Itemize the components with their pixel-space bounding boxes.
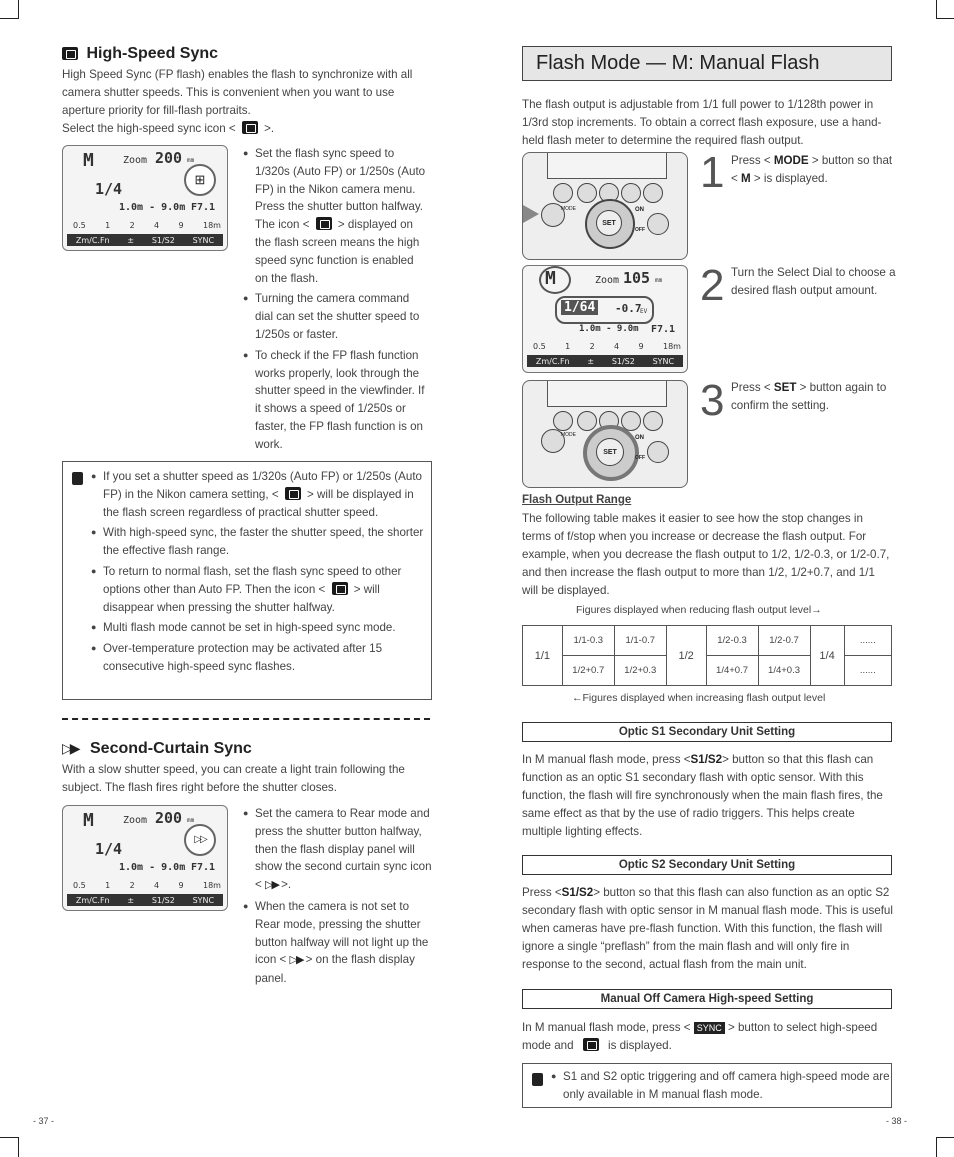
s2-text-part: Press < <box>522 886 562 899</box>
lcd-power: 1/4 <box>95 840 123 858</box>
step-text <box>731 264 899 300</box>
lcd-fnumber: F7.1 <box>191 202 216 213</box>
hss-bullet <box>243 145 429 287</box>
s1-text <box>522 751 896 841</box>
scs-indicator-icon <box>184 824 216 856</box>
lcd-scale <box>73 221 221 230</box>
bar-label: S1/S2 <box>611 356 635 366</box>
high-speed-sync-icon <box>62 47 78 60</box>
lcd-panel-scs <box>62 805 228 911</box>
s1-button-label: S1/S2 <box>690 753 723 766</box>
bar-label: S1/S2 <box>151 895 175 905</box>
bar-label: Zm/C.Fn <box>75 235 110 245</box>
hss-select-text: Select the high-speed sync icon < <box>62 122 239 135</box>
lcd-panel-hss <box>62 145 228 251</box>
power-switch <box>647 213 669 235</box>
lcd-zoom-value: 200 <box>155 809 183 827</box>
lcd-scale <box>73 881 221 890</box>
lcd-mode: M <box>83 150 94 171</box>
hss-intro <box>62 66 438 138</box>
off-label: OFF <box>635 227 645 233</box>
s2-title: Optic S2 Secondary Unit Setting <box>522 855 892 875</box>
lcd-zoom-unit: mm <box>187 157 195 164</box>
bullet-text: Turning the camera command dial can set the shutter speed to 1/250s or faster. <box>255 292 420 341</box>
range-title: Flash Output Range <box>522 494 632 506</box>
note-bullet <box>91 468 425 521</box>
button <box>643 411 663 431</box>
set-button: SET <box>596 210 622 236</box>
table-cell: 1/2+0.7 <box>562 656 614 686</box>
crop-mark <box>936 1137 954 1157</box>
table-cell: 1/1-0.7 <box>614 626 666 656</box>
bullet-text: With high-speed sync, the faster the shutter speed, the shorter the effective flash range. <box>103 526 424 558</box>
scale-tick: 0.5 <box>73 881 86 890</box>
step-number: 1 <box>700 148 725 197</box>
lcd-fnumber: F7.1 <box>191 862 216 873</box>
moc-note-box <box>522 1063 892 1108</box>
mode-label: MODE <box>561 206 576 212</box>
step-text <box>731 152 897 188</box>
hss-bullet <box>243 290 429 343</box>
step-text-part: Press < <box>731 154 774 167</box>
lcd-scale <box>533 342 681 351</box>
table-cell: ...... <box>844 656 891 686</box>
button <box>577 183 597 203</box>
lcd-zoom-value: 105 <box>623 269 651 287</box>
scale-tick: 2 <box>129 221 135 230</box>
second-curtain-sync-icon: ▷▶ <box>265 879 278 892</box>
scale-tick: 1 <box>105 221 111 230</box>
table-cell: 1/2-0.7 <box>758 626 810 656</box>
moc-text <box>522 1019 898 1055</box>
lcd-zoom-label: Zoom <box>123 815 148 826</box>
note-bullet <box>91 619 425 637</box>
section-header <box>522 46 892 81</box>
bullet-text: >. <box>277 878 292 892</box>
bar-label: SYNC <box>652 356 675 366</box>
bullet-text: > will be displayed in the flash screen regardless of practical shutter speed. <box>103 487 414 519</box>
scs-title: Second-Curtain Sync <box>90 740 252 757</box>
second-curtain-sync-icon: ▷▶ <box>289 954 303 967</box>
step-text-part: Turn the Select Dial to choose a desired flash output amount. <box>731 266 896 297</box>
page-number-left: - 37 - <box>33 1116 55 1126</box>
table-cell: 1/2-0.3 <box>706 626 758 656</box>
step-number: 2 <box>700 261 725 310</box>
scale-tick: 18m <box>202 221 221 230</box>
scale-tick: 2 <box>129 881 135 890</box>
scale-tick: 9 <box>178 221 184 230</box>
lcd-ev: -0.7 <box>615 302 642 315</box>
mode-label: MODE <box>561 432 576 438</box>
manual-intro: The flash output is adjustable from 1/1 full power to 1/128th power in 1/3rd stop increments. To obtain a correct flash exposure, use a hand-held flash meter to determine the required flash output. <box>522 98 882 147</box>
table-cell-main: 1/1 <box>523 626 563 686</box>
scs-intro: With a slow shutter speed, you can create a light train following the subject. The flash fires right before the shutter closes. <box>62 763 405 794</box>
table-cell: 1/4+0.3 <box>758 656 810 686</box>
section-divider <box>62 718 430 720</box>
bar-label: ± <box>127 235 135 245</box>
lcd-range: 1.0m - 9.0m <box>119 202 186 213</box>
lcd-power: 1/4 <box>95 180 123 198</box>
button <box>621 183 641 203</box>
scale-tick: 1 <box>105 881 111 890</box>
hss-heading <box>62 45 442 63</box>
arrow-pointer-icon <box>523 205 539 223</box>
s2-text-part: > button so that this flash can also function as an optic S2 secondary flash with optic sensor in M manual flash mode. This is useful when cameras have pre-flash function. With this function, the flash will ignore a single “preflash” from the main flash and will only fire in response to the second, actual flash from the main unit. <box>522 886 893 971</box>
table-cell-main: 1/2 <box>666 626 706 686</box>
button <box>643 183 663 203</box>
lcd-ev-unit: EV <box>640 308 648 315</box>
set-button: SET <box>596 438 624 466</box>
bullet-text: Set the camera to Rear mode and press the shutter button halfway, then the flash display panel will show the second curtain sync icon < <box>255 807 432 892</box>
table-row <box>523 626 892 656</box>
scale-tick: 9 <box>178 881 184 890</box>
scs-indicator-glyph: ▷▷ <box>194 834 206 845</box>
bar-label: SYNC <box>192 895 215 905</box>
bullet-text: > on the flash display panel. <box>255 953 415 986</box>
hss-intro-text: High Speed Sync (FP flash) enables the flash to synchronize with all camera shutter speeds. This is convenient when you want to use aperture priority for fill-flash portraits. <box>62 68 413 117</box>
moc-title: Manual Off Camera High-speed Setting <box>522 989 892 1009</box>
s1-text-part: > button so that this flash can function as an optic S1 secondary flash with optic sensor. With this function, the flash will fire synchronously when the main flash fires, the same effect as that by the use of radio triggers. This helps create multiple lighting effects. <box>522 753 883 838</box>
step-text-part: > is displayed. <box>750 172 828 185</box>
lcd-screen <box>547 152 667 179</box>
bullet-text: If you set a shutter speed as 1/320s (Auto FP) or 1/250s (Auto FP) in the Nikon camera setting, < <box>103 470 423 501</box>
scale-tick: 18m <box>202 881 221 890</box>
scale-tick: 9 <box>638 342 644 351</box>
bar-label: Zm/C.Fn <box>75 895 110 905</box>
lcd-screen <box>547 380 667 407</box>
note-icon <box>532 1073 543 1086</box>
high-speed-sync-icon <box>332 582 348 595</box>
step-text-part: > button so that < <box>731 154 893 185</box>
scale-tick: 1 <box>565 342 571 351</box>
flash-unit-image-set <box>522 380 688 488</box>
lcd-mode: M <box>83 810 94 831</box>
table-cell: 1/2+0.3 <box>614 656 666 686</box>
hss-indicator-glyph: ⊞ <box>194 172 206 187</box>
scs-heading <box>62 740 442 758</box>
note-bullet <box>91 640 425 676</box>
flash-output-table <box>522 625 892 686</box>
bullet-text: When the camera is not set to Rear mode, pressing the shutter button halfway will not light up the icon < <box>255 899 429 967</box>
scale-tick: 2 <box>589 342 595 351</box>
scale-tick: 4 <box>154 881 160 890</box>
bar-label: Zm/C.Fn <box>535 356 570 366</box>
lcd-function-bar <box>527 355 683 367</box>
bullet-text: To check if the FP flash function works properly, look through the shutter speed in the viewfinder. If it shows a speed of 1/250s or faster, the FP flash function is on work. <box>255 348 425 451</box>
lcd-mode: M <box>545 268 556 289</box>
table-cell-main: 1/4 <box>810 626 844 686</box>
range-text: The following table makes it easier to see how the stop changes in terms of f/stop when you increase or decrease the flash output. For example, when you decrease the flash output to 1/2, 1/2-0.3, or 1/2-0.7, and then increase the flash output to more than 1/2, 1/2+0.7, and 1/1 will be displayed. <box>522 512 890 597</box>
note-bullet <box>91 563 425 616</box>
power-switch <box>647 441 669 463</box>
lcd-range: 1.0m - 9.0m <box>579 324 639 334</box>
lcd-panel-step2 <box>522 265 688 373</box>
crop-mark <box>936 0 954 19</box>
crop-mark <box>0 1137 19 1157</box>
high-speed-sync-icon <box>583 1038 599 1051</box>
lcd-function-bar <box>67 234 223 246</box>
lcd-zoom-unit: mm <box>187 817 195 824</box>
button <box>553 183 573 203</box>
bullet-text: Over-temperature protection may be activated after 15 consecutive high-speed sync flashes. <box>103 642 383 673</box>
crop-mark <box>0 0 19 19</box>
lcd-zoom-label: Zoom <box>123 155 148 166</box>
button <box>577 411 597 431</box>
bullet-text: S1 and S2 optic triggering and off camera high-speed mode are only available in M manual flash mode. <box>563 1070 890 1101</box>
table-caption-top: Figures displayed when reducing flash output level→ <box>576 604 822 616</box>
bullet-text: > displayed on the flash screen means the high speed sync function is enabled on the flash. <box>255 218 420 285</box>
table-cell: 1/4+0.7 <box>706 656 758 686</box>
note-bullet <box>91 524 425 560</box>
bar-label: ± <box>127 895 135 905</box>
moc-text-part: is displayed. <box>604 1039 672 1052</box>
table-caption-bottom: ←Figures displayed when increasing flash output level <box>572 692 826 704</box>
step-number: 3 <box>700 376 725 425</box>
lcd-fnumber: F7.1 <box>651 324 676 335</box>
scale-tick: 4 <box>614 342 620 351</box>
step-text-part: Press < <box>731 381 774 394</box>
scale-tick: 0.5 <box>533 342 546 351</box>
high-speed-sync-icon <box>285 487 301 500</box>
s1-title: Optic S1 Secondary Unit Setting <box>522 722 892 742</box>
bullet-text: > will disappear when pressing the shutter halfway. <box>103 582 380 614</box>
lcd-power: 1/64 <box>561 300 598 315</box>
sync-key-label: SYNC <box>694 1022 725 1034</box>
scs-bullet <box>243 898 433 988</box>
lcd-range: 1.0m - 9.0m <box>119 862 186 873</box>
note-bullet <box>551 1068 895 1104</box>
second-curtain-sync-icon: ▷▶ <box>62 740 78 756</box>
step-text-part: > button again to confirm the setting. <box>731 381 887 412</box>
hss-select-end: >. <box>260 122 275 135</box>
s2-text <box>522 884 896 974</box>
flash-unit-image-mode <box>522 152 688 260</box>
hss-bullet <box>243 347 429 454</box>
moc-text-part: > button to select high-speed mode and <box>522 1021 878 1052</box>
hss-bullet-list <box>243 145 429 457</box>
section-header-title: Flash Mode — M: Manual Flash <box>536 52 820 74</box>
scale-tick: 18m <box>662 342 681 351</box>
lcd-function-bar <box>67 894 223 906</box>
hss-note-box <box>62 461 432 700</box>
off-label: OFF <box>635 455 645 461</box>
high-speed-sync-icon <box>316 217 332 230</box>
high-speed-sync-icon <box>242 121 258 134</box>
bullet-text: To return to normal flash, set the flash sync speed to other options other than Auto FP. Then the icon < <box>103 564 402 596</box>
step-text-bold: SET <box>773 381 797 394</box>
lcd-zoom-label: Zoom <box>595 275 620 286</box>
lcd-zoom-unit: mm <box>655 277 663 284</box>
table-cell: 1/1-0.3 <box>562 626 614 656</box>
step-text-bold: M <box>741 172 751 185</box>
on-label: ON <box>635 435 644 441</box>
bullet-text: Multi flash mode cannot be set in high-speed sync mode. <box>103 621 396 635</box>
bar-label: SYNC <box>192 235 215 245</box>
note-icon <box>72 472 83 485</box>
page-number-right: - 38 - <box>886 1116 908 1126</box>
step-text-bold: MODE <box>773 154 809 167</box>
moc-text-part: In M manual flash mode, press < <box>522 1021 694 1034</box>
s1-text-part: In M manual flash mode, press < <box>522 753 691 766</box>
table-cell: ...... <box>844 626 891 656</box>
bullet-text: Set the flash sync speed to 1/320s (Auto FP) or 1/250s (Auto FP) in the Nikon camera menu. Press the shutter button halfway. The icon < <box>255 147 426 232</box>
scale-tick: 4 <box>154 221 160 230</box>
lcd-zoom-value: 200 <box>155 149 183 167</box>
bar-label: S1/S2 <box>151 235 175 245</box>
on-label: ON <box>635 207 644 213</box>
scale-tick: 0.5 <box>73 221 86 230</box>
hss-title: High-Speed Sync <box>86 45 219 62</box>
scs-bullet <box>243 805 433 895</box>
button <box>553 411 573 431</box>
scs-bullet-list <box>243 805 433 991</box>
s2-button-label: S1/S2 <box>561 886 594 899</box>
hss-select-line <box>62 120 438 138</box>
step-text <box>731 379 899 415</box>
bar-label: ± <box>587 356 595 366</box>
hss-indicator-icon <box>184 164 216 196</box>
note-list <box>91 468 425 679</box>
